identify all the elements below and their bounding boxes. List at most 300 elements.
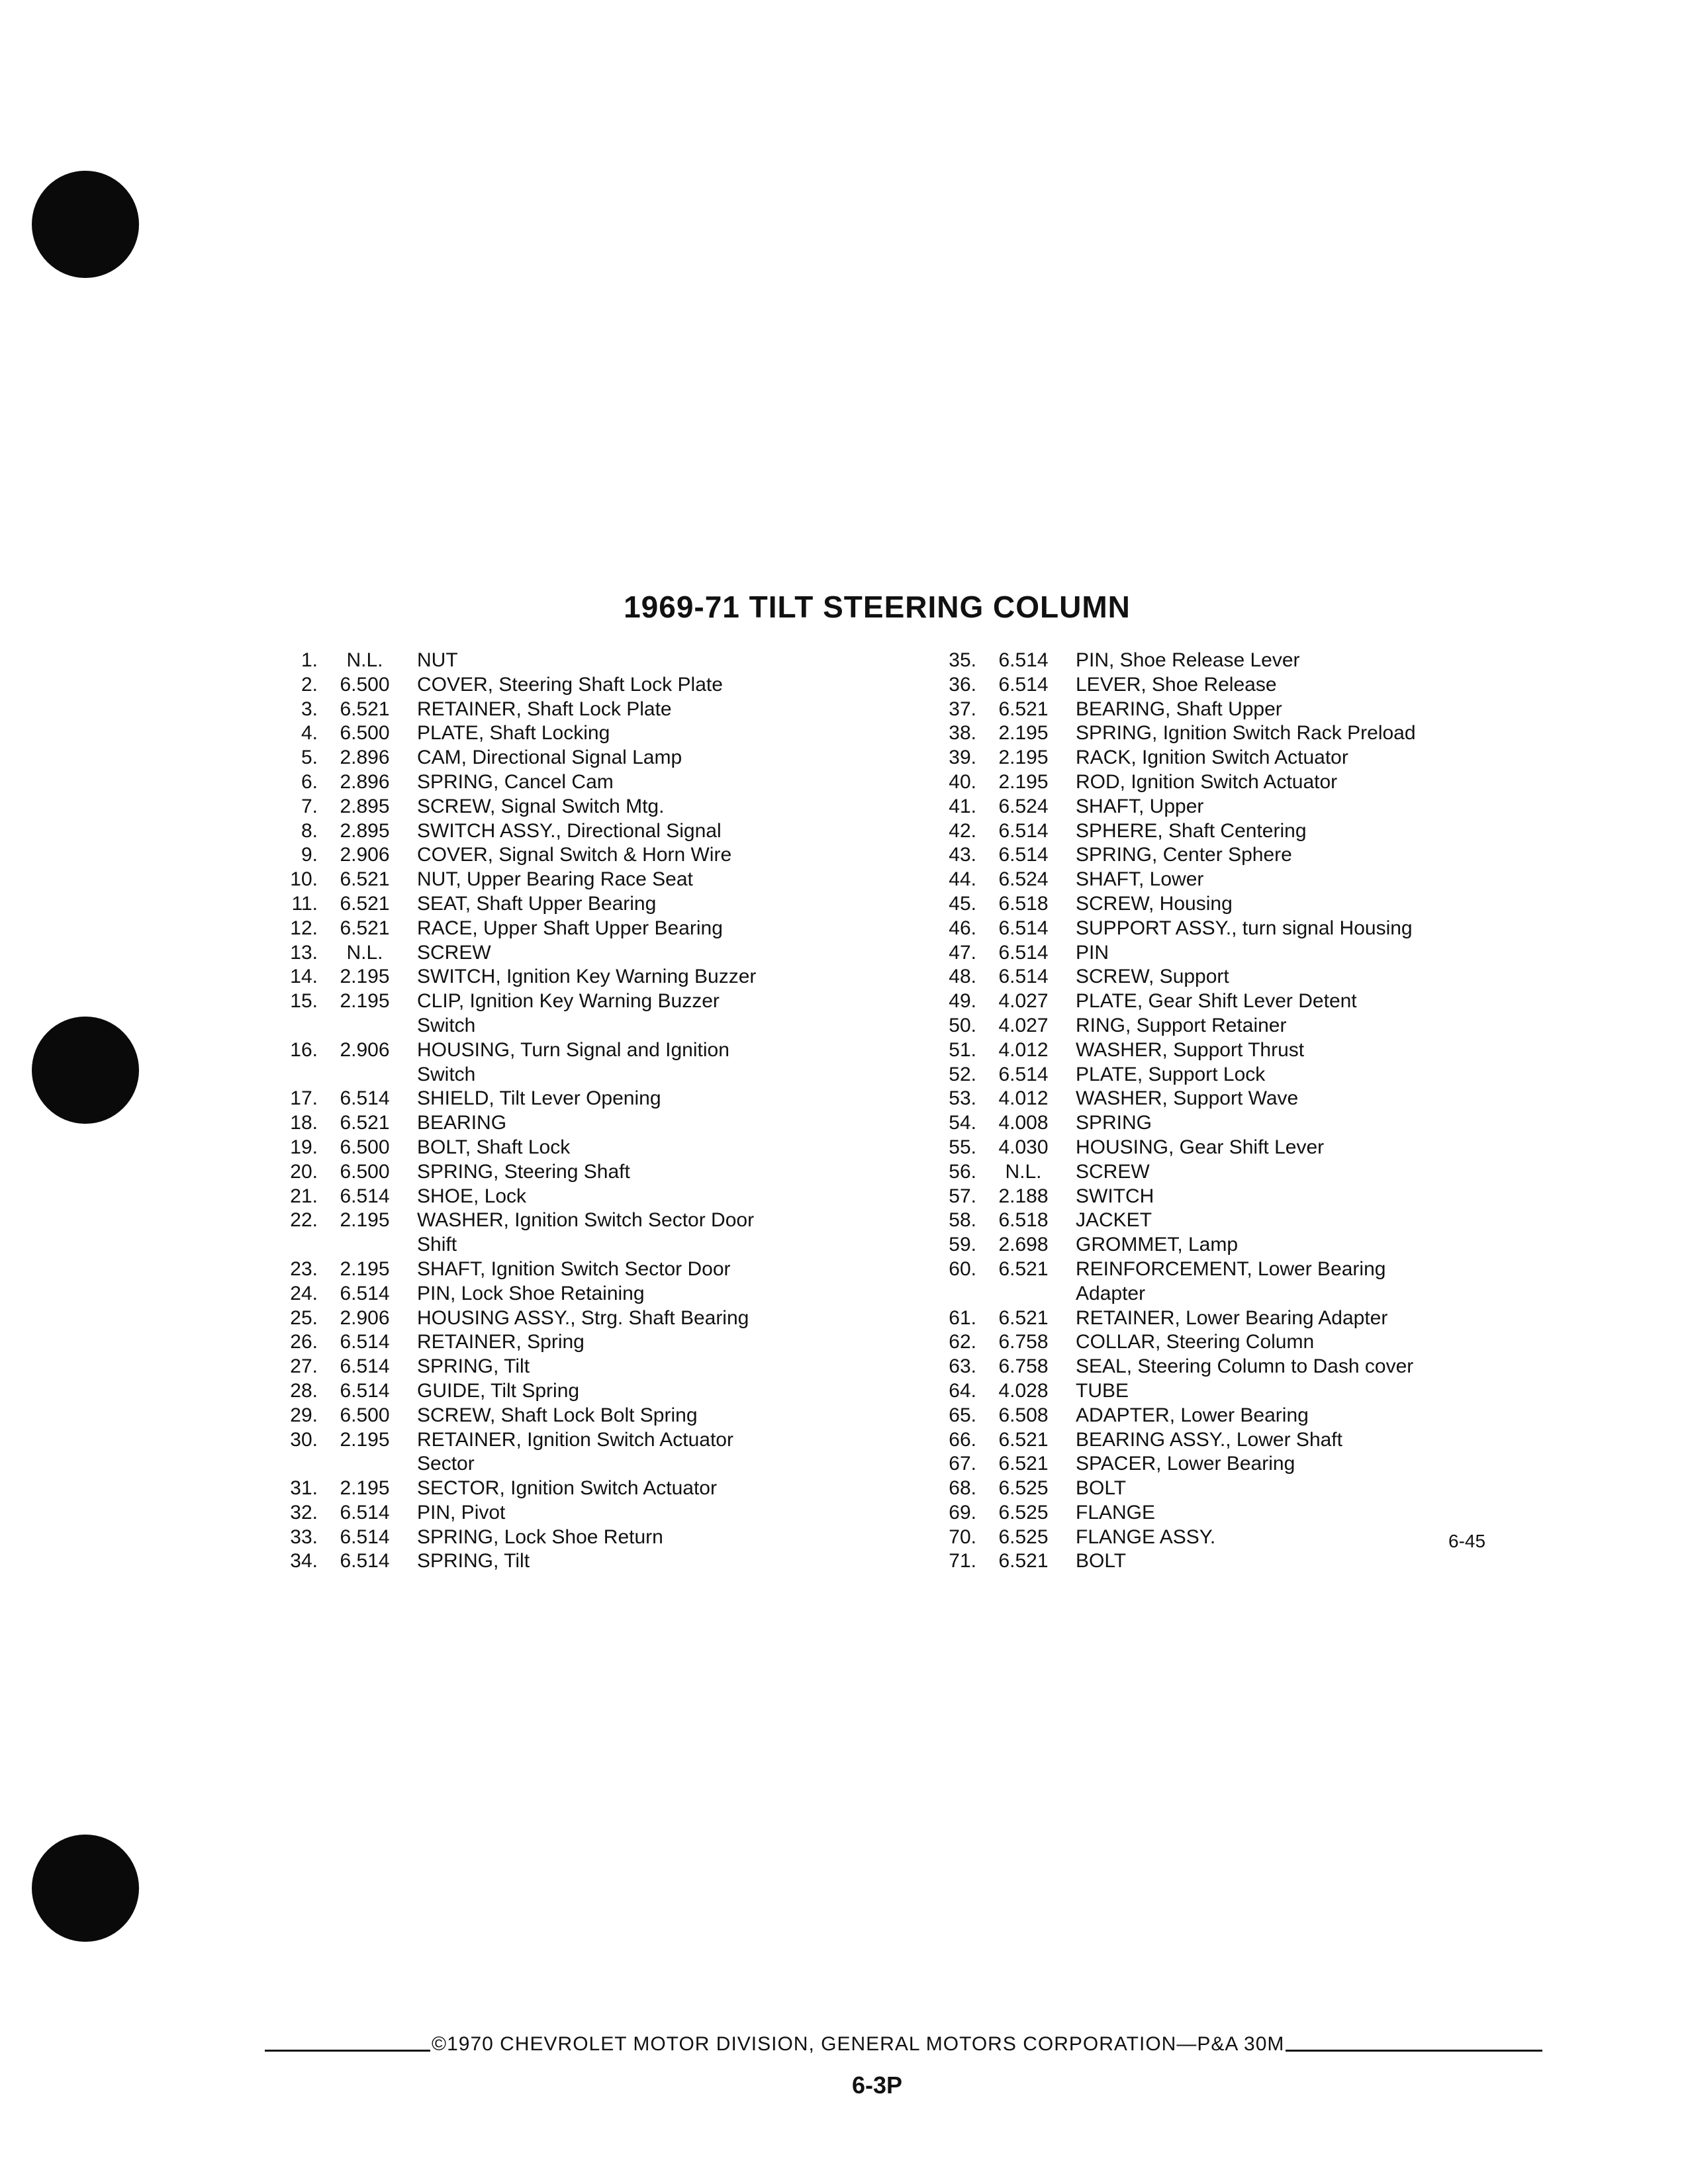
part-code: 6.514 xyxy=(340,1550,390,1572)
part-code: N.L. xyxy=(346,649,383,671)
punch-hole-middle xyxy=(32,1017,139,1124)
part-row xyxy=(923,1428,1585,1453)
part-code: 2.698 xyxy=(998,1234,1049,1256)
part-row xyxy=(265,1111,927,1136)
part-row xyxy=(265,1428,927,1453)
part-code: 6.514 xyxy=(340,1185,390,1207)
part-row xyxy=(923,1549,1585,1574)
part-row xyxy=(265,868,927,892)
part-code: 2.895 xyxy=(340,795,390,817)
part-description: SPRING, Tilt xyxy=(417,1355,530,1378)
part-row xyxy=(265,1063,927,1087)
part-row xyxy=(923,1087,1585,1111)
part-row xyxy=(923,1501,1585,1525)
part-number: 44. xyxy=(949,868,976,891)
part-description: SPRING, Center Sphere xyxy=(1076,844,1292,866)
part-number: 11. xyxy=(291,892,318,915)
part-number: 67. xyxy=(949,1453,976,1475)
part-number xyxy=(265,1233,318,1257)
part-number: 50. xyxy=(949,1014,976,1036)
part-code: 2.906 xyxy=(340,1038,390,1061)
part-code: 6.521 xyxy=(340,1112,390,1134)
part-code: 4.027 xyxy=(998,990,1049,1013)
part-code: 6.500 xyxy=(340,1136,390,1158)
part-row xyxy=(923,989,1585,1014)
part-number: 34. xyxy=(290,1550,318,1572)
part-number: 32. xyxy=(290,1501,318,1524)
part-description: COVER, Steering Shaft Lock Plate xyxy=(417,673,723,696)
part-code: 6.500 xyxy=(340,673,390,696)
part-code: 6.514 xyxy=(340,1355,390,1378)
part-description: PIN, Pivot xyxy=(417,1501,506,1524)
part-code: N.L. xyxy=(346,941,383,964)
part-row xyxy=(265,819,927,844)
part-code: 6.514 xyxy=(998,966,1049,988)
part-code: 6.514 xyxy=(998,917,1049,939)
part-number: 4. xyxy=(301,722,318,745)
part-number xyxy=(265,1452,318,1477)
part-number: 68. xyxy=(949,1477,976,1500)
part-code: 6.524 xyxy=(998,868,1049,891)
part-description: ADAPTER, Lower Bearing xyxy=(1076,1404,1309,1426)
part-number: 56. xyxy=(949,1160,976,1183)
part-description: PIN, Lock Shoe Retaining xyxy=(417,1282,645,1304)
part-row xyxy=(265,1233,927,1257)
part-code: 6.524 xyxy=(998,795,1049,817)
part-number: 12. xyxy=(290,917,318,939)
part-code: 2.906 xyxy=(340,844,390,866)
part-number: 57. xyxy=(949,1185,976,1207)
part-code: 4.012 xyxy=(998,1038,1049,1061)
parts-list-left xyxy=(265,649,927,1574)
part-description: SEAT, Shaft Upper Bearing xyxy=(417,892,657,915)
part-number: 21. xyxy=(290,1185,318,1207)
part-row xyxy=(923,1257,1585,1306)
part-number: 24. xyxy=(290,1282,318,1304)
part-number: 13. xyxy=(290,941,318,964)
part-row xyxy=(923,1404,1585,1428)
part-code xyxy=(318,1233,402,1257)
part-description: Switch xyxy=(417,1014,476,1036)
part-row xyxy=(265,1038,927,1063)
part-code: 6.521 xyxy=(998,1257,1049,1280)
part-row xyxy=(265,941,927,966)
part-description: WASHER, Ignition Switch Sector Door xyxy=(417,1209,755,1232)
part-row xyxy=(265,1501,927,1525)
part-code: 6.514 xyxy=(340,1525,390,1548)
part-row xyxy=(265,1136,927,1160)
part-description: PLATE, Gear Shift Lever Detent xyxy=(1076,990,1357,1013)
part-code: 2.195 xyxy=(340,1477,390,1500)
part-description: SHAFT, Ignition Switch Sector Door xyxy=(417,1257,731,1280)
part-code: 2.895 xyxy=(340,819,390,842)
part-description: SPRING, Steering Shaft xyxy=(417,1160,630,1183)
part-description: SHAFT, Lower xyxy=(1076,868,1204,891)
part-description: SPHERE, Shaft Centering xyxy=(1076,819,1307,842)
part-row xyxy=(265,1185,927,1209)
part-number: 58. xyxy=(949,1209,976,1232)
part-description: Switch xyxy=(417,1063,476,1085)
part-description: BOLT, Shaft Lock xyxy=(417,1136,571,1158)
part-row xyxy=(923,1208,1585,1233)
part-row xyxy=(923,965,1585,989)
footer-rule-left xyxy=(265,2050,430,2052)
part-description: SCREW, Signal Switch Mtg. xyxy=(417,795,665,817)
part-code: 2.195 xyxy=(340,1257,390,1280)
part-row xyxy=(923,1525,1585,1550)
part-description: GUIDE, Tilt Spring xyxy=(417,1379,580,1402)
part-description: SUPPORT ASSY., turn signal Housing xyxy=(1076,917,1413,939)
part-row xyxy=(923,673,1585,698)
part-code: 6.518 xyxy=(998,1209,1049,1232)
part-number: 53. xyxy=(949,1087,976,1110)
part-row xyxy=(265,746,927,770)
part-code: 6.514 xyxy=(340,1282,390,1304)
part-code: 6.514 xyxy=(340,1379,390,1402)
part-row xyxy=(265,892,927,917)
part-description: RACE, Upper Shaft Upper Bearing xyxy=(417,917,723,939)
part-code: 6.521 xyxy=(340,868,390,891)
part-description: SHIELD, Tilt Lever Opening xyxy=(417,1087,661,1110)
part-row xyxy=(923,1379,1585,1404)
part-number: 70. xyxy=(949,1525,976,1548)
part-number: 69. xyxy=(949,1501,976,1524)
part-description: SCREW, Support xyxy=(1076,966,1229,988)
part-description: WASHER, Support Thrust xyxy=(1076,1038,1305,1061)
part-row xyxy=(923,843,1585,868)
part-row xyxy=(923,698,1585,722)
part-description: SHOE, Lock xyxy=(417,1185,527,1207)
part-row xyxy=(265,1452,927,1477)
part-code: 2.896 xyxy=(340,747,390,769)
part-number: 14. xyxy=(290,966,318,988)
part-row xyxy=(923,1014,1585,1038)
part-code: 2.896 xyxy=(340,770,390,793)
part-description: BOLT xyxy=(1076,1550,1127,1572)
part-row xyxy=(923,649,1585,673)
part-number: 40. xyxy=(949,770,976,793)
part-row xyxy=(923,1355,1585,1379)
part-row xyxy=(923,1477,1585,1501)
part-number: 71. xyxy=(949,1550,976,1572)
part-number: 33. xyxy=(290,1525,318,1548)
part-number: 29. xyxy=(290,1404,318,1426)
part-number: 19. xyxy=(290,1136,318,1158)
part-number: 31. xyxy=(290,1477,318,1500)
part-row xyxy=(265,1208,927,1233)
part-description: HOUSING, Gear Shift Lever xyxy=(1076,1136,1325,1158)
part-description: RETAINER, Spring xyxy=(417,1331,585,1353)
part-row xyxy=(923,868,1585,892)
part-code: 2.195 xyxy=(340,1209,390,1232)
part-description: SPRING, Ignition Switch Rack Preload xyxy=(1076,722,1416,745)
part-code: 4.027 xyxy=(998,1014,1049,1036)
part-description: SPRING, Cancel Cam xyxy=(417,770,614,793)
part-number: 38. xyxy=(949,722,976,745)
part-code xyxy=(318,1452,402,1477)
part-description: PLATE, Support Lock xyxy=(1076,1063,1266,1085)
part-number: 39. xyxy=(949,747,976,769)
part-code: 6.514 xyxy=(340,1331,390,1353)
part-description: SWITCH ASSY., Directional Signal xyxy=(417,819,722,842)
part-description: SCREW, Housing xyxy=(1076,892,1233,915)
part-code: 4.030 xyxy=(998,1136,1049,1158)
part-description: JACKET xyxy=(1076,1209,1152,1232)
footer xyxy=(265,2033,1542,2056)
part-description: PIN, Shoe Release Lever xyxy=(1076,649,1300,671)
part-code: 6.500 xyxy=(340,722,390,745)
part-number: 16. xyxy=(290,1038,318,1061)
part-description: RACK, Ignition Switch Actuator xyxy=(1076,747,1348,769)
punch-hole-bottom xyxy=(32,1835,139,1942)
part-row xyxy=(265,1525,927,1550)
part-code: 6.514 xyxy=(998,819,1049,842)
part-code: 6.521 xyxy=(998,1306,1049,1329)
part-number: 43. xyxy=(949,844,976,866)
part-number: 60. xyxy=(949,1257,976,1280)
part-description: HOUSING ASSY., Strg. Shaft Bearing xyxy=(417,1306,749,1329)
part-number: 15. xyxy=(290,990,318,1013)
part-code: 6.518 xyxy=(998,892,1049,915)
part-description: SWITCH, Ignition Key Warning Buzzer xyxy=(417,966,757,988)
part-number: 35. xyxy=(949,649,976,671)
part-code: 6.514 xyxy=(340,1501,390,1524)
part-number: 47. xyxy=(949,941,976,964)
part-row xyxy=(923,1233,1585,1257)
part-row xyxy=(265,965,927,989)
part-row xyxy=(265,1549,927,1574)
part-number: 65. xyxy=(949,1404,976,1426)
figure-reference: 6-45 xyxy=(1448,1531,1486,1551)
part-row xyxy=(923,941,1585,966)
part-row xyxy=(923,721,1585,746)
part-number: 25. xyxy=(290,1306,318,1329)
part-code: 6.514 xyxy=(998,1063,1049,1085)
part-row xyxy=(265,1404,927,1428)
part-row xyxy=(265,1160,927,1185)
part-description: PIN xyxy=(1076,941,1109,964)
part-number: 26. xyxy=(290,1331,318,1353)
part-description: GROMMET, Lamp xyxy=(1076,1234,1239,1256)
part-description: SPRING xyxy=(1076,1112,1152,1134)
part-code: 2.195 xyxy=(340,966,390,988)
part-description: SEAL, Steering Column to Dash cover xyxy=(1076,1355,1414,1378)
part-description: SCREW, Shaft Lock Bolt Spring xyxy=(417,1404,698,1426)
part-code: 4.028 xyxy=(998,1379,1049,1402)
part-description: PLATE, Shaft Locking xyxy=(417,722,610,745)
part-row xyxy=(923,1063,1585,1087)
part-code: 6.514 xyxy=(998,844,1049,866)
part-code: 6.758 xyxy=(998,1331,1049,1353)
part-code: 2.195 xyxy=(998,722,1049,745)
part-description: REINFORCEMENT, Lower Bearing Adapter xyxy=(1076,1257,1386,1304)
part-description: WASHER, Support Wave xyxy=(1076,1087,1299,1110)
part-row xyxy=(265,1257,927,1282)
part-number: 3. xyxy=(301,698,318,720)
part-number: 48. xyxy=(949,966,976,988)
part-number: 62. xyxy=(949,1331,976,1353)
part-number: 7. xyxy=(301,795,318,817)
part-row xyxy=(265,698,927,722)
part-description: BOLT xyxy=(1076,1477,1127,1500)
part-code: 6.521 xyxy=(340,917,390,939)
part-row xyxy=(265,1355,927,1379)
part-description: CAM, Directional Signal Lamp xyxy=(417,747,682,769)
part-code: 6.525 xyxy=(998,1525,1049,1548)
part-code: 2.195 xyxy=(340,990,390,1013)
part-description: RETAINER, Shaft Lock Plate xyxy=(417,698,672,720)
punch-hole-top xyxy=(32,171,139,278)
part-number: 6. xyxy=(301,770,318,793)
part-number: 9. xyxy=(301,844,318,866)
part-row xyxy=(923,1330,1585,1355)
part-code: 2.188 xyxy=(998,1185,1049,1207)
part-row xyxy=(265,770,927,795)
part-number: 23. xyxy=(290,1257,318,1280)
part-description: NUT xyxy=(417,649,458,671)
part-row xyxy=(265,795,927,819)
part-code: 6.508 xyxy=(998,1404,1049,1426)
part-row xyxy=(923,1038,1585,1063)
part-row xyxy=(265,917,927,941)
part-code: 2.195 xyxy=(998,770,1049,793)
part-description: RING, Support Retainer xyxy=(1076,1014,1287,1036)
part-code: 6.521 xyxy=(998,1428,1049,1451)
part-number: 66. xyxy=(949,1428,976,1451)
part-description: CLIP, Ignition Key Warning Buzzer xyxy=(417,990,720,1013)
part-description: RETAINER, Lower Bearing Adapter xyxy=(1076,1306,1388,1329)
part-number: 30. xyxy=(290,1428,318,1451)
part-number: 61. xyxy=(949,1306,976,1329)
part-row xyxy=(265,1330,927,1355)
part-row xyxy=(923,1160,1585,1185)
part-number: 54. xyxy=(949,1112,976,1134)
part-description: COLLAR, Steering Column xyxy=(1076,1331,1315,1353)
part-code: 6.758 xyxy=(998,1355,1049,1378)
part-row xyxy=(923,1136,1585,1160)
part-code: 6.521 xyxy=(340,698,390,720)
part-row xyxy=(265,1014,927,1038)
part-description: SHAFT, Upper xyxy=(1076,795,1204,817)
part-description: RETAINER, Ignition Switch Actuator xyxy=(417,1428,733,1451)
part-row xyxy=(923,819,1585,844)
part-description: Shift xyxy=(417,1234,457,1256)
part-code: 6.521 xyxy=(998,1550,1049,1572)
part-number: 10. xyxy=(290,868,318,891)
part-number: 18. xyxy=(290,1112,318,1134)
part-description: Sector xyxy=(417,1453,475,1475)
part-row xyxy=(923,795,1585,819)
part-description: NUT, Upper Bearing Race Seat xyxy=(417,868,693,891)
part-row xyxy=(265,673,927,698)
part-number: 49. xyxy=(949,990,976,1013)
part-number xyxy=(265,1063,318,1087)
part-number: 55. xyxy=(949,1136,976,1158)
parts-list-right xyxy=(923,649,1585,1574)
part-number: 37. xyxy=(949,698,976,720)
part-number: 45. xyxy=(949,892,976,915)
part-row xyxy=(265,989,927,1014)
part-description: SPACER, Lower Bearing xyxy=(1076,1453,1295,1475)
part-row xyxy=(923,892,1585,917)
part-number: 20. xyxy=(290,1160,318,1183)
part-number: 36. xyxy=(949,673,976,696)
part-number: 2. xyxy=(301,673,318,696)
part-row xyxy=(265,1379,927,1404)
part-code: 6.500 xyxy=(340,1160,390,1183)
part-row xyxy=(265,721,927,746)
part-number: 41. xyxy=(949,795,976,817)
part-row xyxy=(265,1282,927,1306)
part-code: 2.195 xyxy=(340,1428,390,1451)
part-row xyxy=(265,1087,927,1111)
part-description: ROD, Ignition Switch Actuator xyxy=(1076,770,1338,793)
part-code: 6.514 xyxy=(340,1087,390,1110)
part-description: FLANGE ASSY. xyxy=(1076,1525,1216,1548)
part-description: HOUSING, Turn Signal and Ignition xyxy=(417,1038,729,1061)
footer-rule-right xyxy=(1286,2050,1542,2052)
part-description: BEARING xyxy=(417,1112,507,1134)
part-code xyxy=(318,1014,402,1038)
part-code: 4.012 xyxy=(998,1087,1049,1110)
part-number: 59. xyxy=(949,1234,976,1256)
part-row xyxy=(923,1452,1585,1477)
part-description: SPRING, Lock Shoe Return xyxy=(417,1525,663,1548)
part-description: SCREW xyxy=(417,941,491,964)
part-row xyxy=(265,1306,927,1331)
part-number xyxy=(265,1014,318,1038)
part-number: 5. xyxy=(301,747,318,769)
part-code: N.L. xyxy=(1005,1160,1042,1183)
part-row xyxy=(923,1185,1585,1209)
part-row xyxy=(923,746,1585,770)
part-code xyxy=(318,1063,402,1087)
part-number: 28. xyxy=(290,1379,318,1402)
part-row xyxy=(265,843,927,868)
part-code: 6.514 xyxy=(998,941,1049,964)
part-row xyxy=(265,649,927,673)
part-number: 8. xyxy=(301,819,318,842)
part-row xyxy=(923,1111,1585,1136)
part-description: TUBE xyxy=(1076,1379,1129,1402)
part-number: 64. xyxy=(949,1379,976,1402)
part-number: 22. xyxy=(290,1209,318,1232)
part-description: SECTOR, Ignition Switch Actuator xyxy=(417,1477,717,1500)
part-row xyxy=(923,770,1585,795)
part-description: BEARING ASSY., Lower Shaft xyxy=(1076,1428,1342,1451)
part-code: 4.008 xyxy=(998,1112,1049,1134)
copyright-notice: ©1970 CHEVROLET MOTOR DIVISION, GENERAL MOTORS CORPORATION—P&A 30M xyxy=(432,2033,1285,2055)
part-number: 42. xyxy=(949,819,976,842)
part-description: SWITCH xyxy=(1076,1185,1154,1207)
part-code: 6.500 xyxy=(340,1404,390,1426)
part-number: 27. xyxy=(290,1355,318,1378)
part-code: 6.521 xyxy=(340,892,390,915)
part-description: FLANGE xyxy=(1076,1501,1156,1524)
part-code: 6.521 xyxy=(998,1453,1049,1475)
page-number: 6-3P xyxy=(851,2071,903,2099)
part-number: 63. xyxy=(949,1355,976,1378)
part-code: 6.525 xyxy=(998,1477,1049,1500)
part-description: SPRING, Tilt xyxy=(417,1550,530,1572)
part-code: 6.514 xyxy=(998,673,1049,696)
part-row xyxy=(923,1306,1585,1331)
part-row xyxy=(265,1477,927,1501)
page-title: 1969-71 TILT STEERING COLUMN xyxy=(624,590,1131,624)
part-code: 6.514 xyxy=(998,649,1049,671)
part-number: 46. xyxy=(949,917,976,939)
part-description: COVER, Signal Switch & Horn Wire xyxy=(417,844,732,866)
